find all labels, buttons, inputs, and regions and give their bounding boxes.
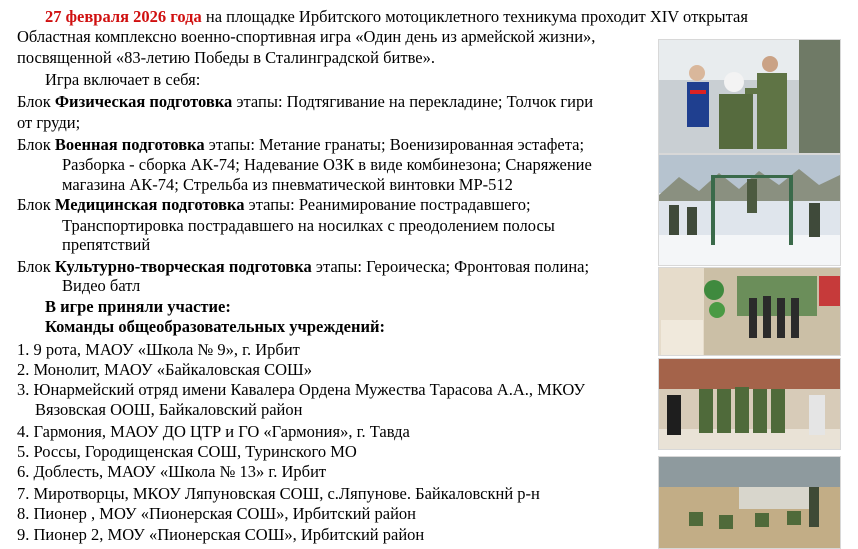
intro-line-2: Областная комплексно военно-спортивная игра «Один день из армейской жизни», (17, 27, 596, 46)
team-item: 2. Монолит, МАОУ «Байкаловская СОШ» (17, 360, 312, 379)
block-prefix: Блок (17, 92, 55, 111)
block-physical-line-2: от груди; (17, 113, 81, 132)
block-physical-line-1 (17, 92, 593, 112)
intro-line-1 (45, 7, 748, 27)
block-cultural-line-2: Видео батл (62, 276, 141, 295)
block-cultural-title: Культурно-творческая подготовка (54, 257, 312, 276)
team-item: 1. 9 рота, МАОУ «Школа № 9», г. Ирбит (17, 340, 300, 359)
block-military-line-1 (17, 135, 584, 155)
photo-medical-training (658, 39, 841, 154)
photo-team-group (658, 358, 841, 450)
block-cultural-text-1: этапы: Героическа; Фронтовая полина; (311, 257, 590, 276)
block-medical-line-2: Транспортировка пострадавшего на носилках с преодолением полосы (62, 216, 555, 235)
event-date: 27 февраля 2026 года (45, 7, 202, 26)
team-item-continuation: Вязовская ООШ, Байкаловский район (35, 400, 303, 419)
block-medical-line-3: препятствий (62, 235, 151, 254)
team-item: 9. Пионер 2, МОУ «Пионерская СОШ», Ирбитский район (17, 525, 425, 544)
block-cultural-line-1 (17, 257, 589, 277)
intro-line-3: посвященной «83-летию Победы в Сталинградской битве». (17, 48, 435, 67)
block-prefix: Блок (17, 135, 55, 154)
block-physical-title: Физическая подготовка (54, 92, 233, 111)
block-medical-title: Медицинская подготовка (54, 195, 245, 214)
block-prefix: Блок (17, 195, 55, 214)
team-item: 8. Пионер , МОУ «Пионерская СОШ», Ирбитский район (17, 504, 416, 523)
block-physical-text-1: этапы: Подтягивание на перекладине; Толчок гири (232, 92, 594, 111)
participants-heading: В игре приняли участие: (45, 297, 231, 316)
team-item: 6. Доблесть, МАОУ «Школа № 13» г. Ирбит (17, 462, 327, 481)
block-prefix: Блок (17, 257, 55, 276)
block-military-line-3: магазина АК-74; Стрельба из пневматической винтовки МР-512 (62, 175, 513, 194)
block-medical-line-1 (17, 195, 531, 215)
team-item: 4. Гармония, МАОУ ДО ЦТР и ГО «Гармония», г. Тавда (17, 422, 410, 441)
teams-heading: Команды общеобразовательных учреждений: (45, 317, 385, 336)
photo-registration-hall (658, 267, 841, 356)
block-military-text-1: этапы: Метание гранаты; Военизированная эстафета; (204, 135, 585, 154)
block-military-line-2: Разборка - сборка АК-74; Надевание ОЗК в виде комбинезона; Снаряжение (62, 155, 592, 174)
block-military-title: Военная подготовка (54, 135, 205, 154)
intro-line-4: Игра включает в себя: (45, 70, 201, 89)
photo-shooting-range (658, 456, 841, 549)
team-item: 7. Миротворцы, МКОУ Ляпуновская СОШ, с.Ляпунове. Байкаловскнй р-н (17, 484, 540, 503)
photo-pullup-bars (658, 154, 841, 266)
team-item: 3. Юнармейский отряд имени Кавалера Ордена Мужества Тарасова А.А., МКОУ (17, 380, 586, 399)
intro-line-1-rest: на площадке Ирбитского мотоциклетного техникума проходит XIV открытая (201, 7, 748, 26)
team-item: 5. Россы, Городищенская СОШ, Туринского МО (17, 442, 357, 461)
block-medical-text-1: этапы: Реанимирование пострадавшего; (244, 195, 531, 214)
